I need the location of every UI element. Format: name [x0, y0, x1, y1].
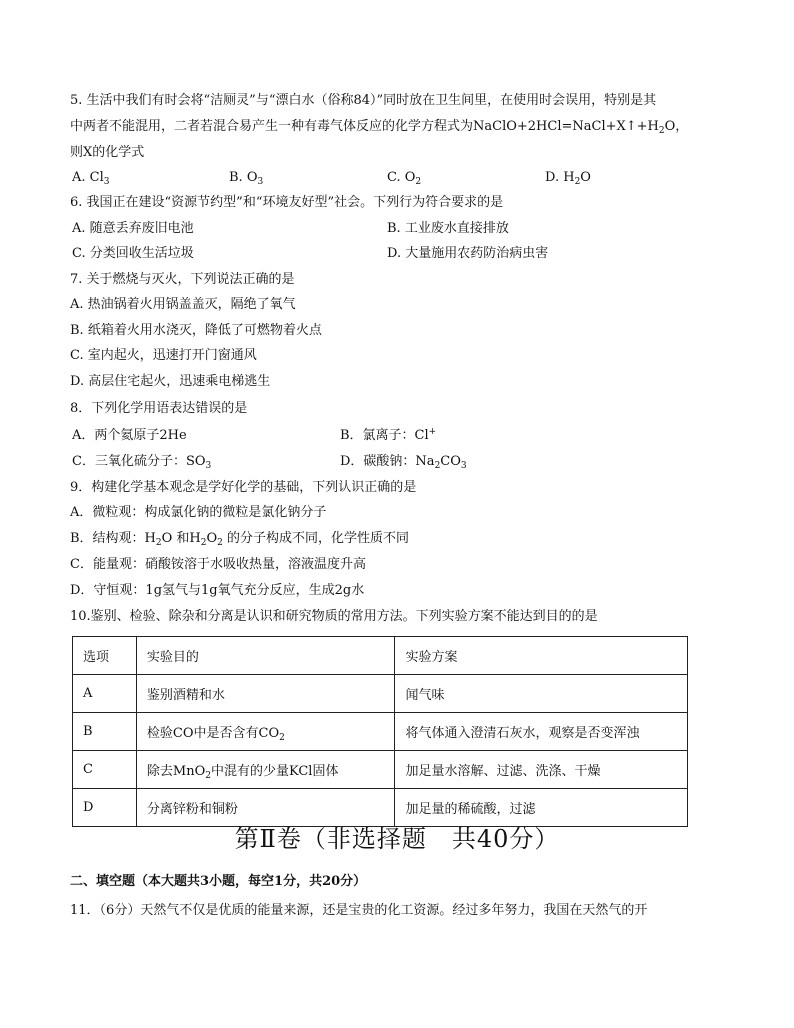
q8-option-d: D．碳酸钠：$Na_2CO_3$	[340, 454, 467, 471]
q9-option-d: D．守恒观：1g氢气与1g氧气充分反应，生成2g水	[70, 583, 365, 598]
q8-stem: 8．下列化学用语表达错误的是	[70, 401, 248, 416]
q8-option-b: B．氯离子：Cl+	[340, 427, 437, 443]
part2-heading: 二、填空题（本大题共3小题，每空1分，共20分）	[70, 874, 367, 889]
q5-option-b: B. $O_3$	[229, 170, 264, 187]
q5-line3: 则X的化学式	[70, 145, 145, 160]
header-option: 选项	[73, 637, 137, 675]
q6-option-c: C. 分类回收生活垃圾	[72, 246, 194, 261]
table-row	[73, 675, 688, 713]
section-title: 第Ⅱ卷（非选择题 共40分）	[234, 825, 560, 853]
q5-line2: 中两者不能混用，二者若混合易产生一种有毒气体反应的化学方程式为$NaClO+2HCl=NaCl+X↑+H_2O$，	[70, 119, 689, 136]
table-header-row	[73, 637, 688, 675]
row-option: A	[73, 675, 137, 713]
q7-option-c: C. 室内起火，迅速打开门窗通风	[70, 348, 257, 363]
row-goal: 检验CO中是否含有$CO_2$	[136, 713, 395, 751]
row-option: B	[73, 713, 137, 751]
row-goal: 分离锌粉和铜粉	[136, 789, 395, 827]
row-option: D	[73, 789, 137, 827]
row-plan: 闻气味	[395, 675, 688, 713]
row-goal: 鉴别酒精和水	[136, 675, 395, 713]
q6-stem: 6. 我国正在建设“资源节约型”和“环境友好型”社会。下列行为符合要求的是	[70, 195, 504, 210]
q5-option-d: D. $H_2O$	[545, 170, 591, 187]
q10-stem: 10.鉴别、检验、除杂和分离是认识和研究物质的常用方法。下列实验方案不能达到目的的是	[70, 609, 598, 624]
q5-option-c: C. $O_2$	[387, 170, 422, 187]
q6-option-a: A. 随意丢弃废旧电池	[72, 221, 194, 236]
row-plan: 加足量水溶解、过滤、洗涤、干燥	[395, 751, 688, 789]
row-plan: 加足量的稀硫酸，过滤	[395, 789, 688, 827]
table-row	[73, 789, 688, 827]
q11-line: 11．（6分）天然气不仅是优质的能量来源，还是宝贵的化工资源。经过多年努力，我国在天然气的开	[70, 903, 648, 918]
table-row	[73, 751, 688, 789]
q9-stem: 9．构建化学基本观念是学好化学的基础，下列认识正确的是	[70, 480, 417, 495]
q5-option-a: A. $Cl_3$	[72, 170, 110, 187]
table-row	[73, 713, 688, 751]
q7-stem: 7. 关于燃烧与灭火，下列说法正确的是	[70, 272, 295, 287]
q6-option-d: D. 大量施用农药防治病虫害	[387, 246, 549, 261]
q8-option-c: C．三氧化硫分子：$SO_3$	[72, 454, 212, 471]
header-goal: 实验目的	[136, 637, 395, 675]
q5-line1: 5. 生活中我们有时会将“洁厕灵”与“漂白水（俗称84）”同时放在卫生间里，在使用时会误用，特别是其	[70, 93, 657, 108]
experiment-table	[72, 636, 688, 827]
q9-option-b: B．结构观：$H_2O$ 和$H_2O_2$ 的分子构成不同，化学性质不同	[70, 531, 410, 548]
row-option: C	[73, 751, 137, 789]
q8-option-a: A．两个氦原子2He	[72, 428, 187, 443]
header-plan: 实验方案	[395, 637, 688, 675]
q9-option-a: A．微粒观：构成氯化钠的微粒是氯化钠分子	[70, 505, 327, 520]
q9-option-c: C．能量观：硝酸铵溶于水吸收热量，溶液温度升高	[70, 557, 366, 572]
q7-option-d: D. 高层住宅起火，迅速乘电梯逃生	[70, 374, 271, 389]
row-plan: 将气体通入澄清石灰水，观察是否变浑浊	[395, 713, 688, 751]
row-goal: 除去MnO$_2$中混有的少量KCl固体	[136, 751, 395, 789]
q6-option-b: B. 工业废水直接排放	[387, 221, 509, 236]
q7-option-b: B. 纸箱着火用水浇灭，降低了可燃物着火点	[70, 323, 322, 338]
q7-option-a: A. 热油锅着火用锅盖盖灭，隔绝了氧气	[70, 297, 296, 312]
